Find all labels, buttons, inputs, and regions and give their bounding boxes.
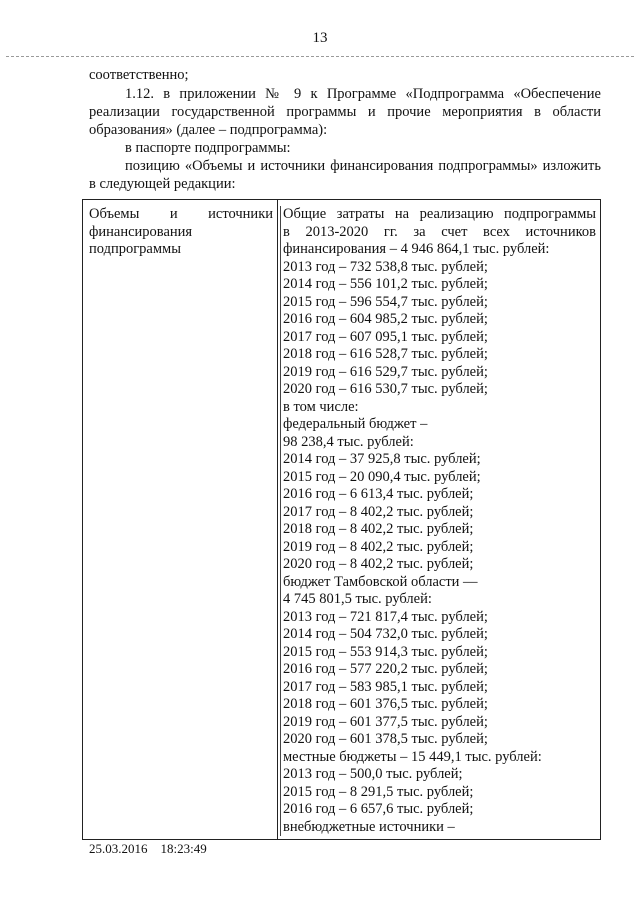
funding-line: 2020 год – 8 402,2 тыс. рублей; (280, 556, 596, 574)
funding-line: бюджет Тамбовской области — (280, 574, 596, 592)
funding-line: 2017 год – 583 985,1 тыс. рублей; (280, 679, 596, 697)
funding-line: 2013 год – 721 817,4 тыс. рублей; (280, 609, 596, 627)
funding-line: федеральный бюджет – (280, 416, 596, 434)
funding-line: внебюджетные источники – (280, 819, 596, 837)
paragraph-2: 1.12. в приложении № 9 к Программе «Подпрограмма «Обеспечение реализации государственной программы и прочие мероприятия в области образования» (далее – подпрограмма): (89, 86, 601, 138)
funding-line: 2015 год – 20 090,4 тыс. рублей; (280, 469, 596, 487)
left-cell-line: финансирования (89, 223, 193, 240)
funding-line: 2015 год – 596 554,7 тыс. рублей; (280, 294, 596, 312)
paragraph-1: соответственно; (89, 67, 189, 83)
funding-line: финансирования – 4 946 864,1 тыс. рублей: (280, 241, 596, 259)
funding-line: 2017 год – 607 095,1 тыс. рублей; (280, 329, 596, 347)
funding-line: 2016 год – 6 657,6 тыс. рублей; (280, 801, 596, 819)
header-divider (6, 56, 634, 57)
page-number: 13 (312, 30, 328, 46)
funding-line: 2013 год – 732 538,8 тыс. рублей; (280, 259, 596, 277)
funding-line: 2017 год – 8 402,2 тыс. рублей; (280, 504, 596, 522)
funding-line: 2020 год – 601 378,5 тыс. рублей; (280, 731, 596, 749)
funding-line: 2020 год – 616 530,7 тыс. рублей; (280, 381, 596, 399)
funding-line: 4 745 801,5 тыс. рублей: (280, 591, 596, 609)
footer-date: 25.03.2016 (89, 841, 148, 856)
table-right-cell (278, 200, 600, 839)
funding-line: 2014 год – 504 732,0 тыс. рублей; (280, 626, 596, 644)
funding-line: 2016 год – 6 613,4 тыс. рублей; (280, 486, 596, 504)
funding-line: местные бюджеты – 15 449,1 тыс. рублей: (280, 749, 596, 767)
footer-timestamp (89, 841, 207, 857)
funding-line: 2015 год – 8 291,5 тыс. рублей; (280, 784, 596, 802)
funding-line: 2019 год – 8 402,2 тыс. рублей; (280, 539, 596, 557)
funding-line: 2014 год – 556 101,2 тыс. рублей; (280, 276, 596, 294)
funding-table (82, 199, 601, 840)
funding-line: 2016 год – 577 220,2 тыс. рублей; (280, 661, 596, 679)
funding-line: 2018 год – 616 528,7 тыс. рублей; (280, 346, 596, 364)
paragraph-4: позицию «Объемы и источники финансирования подпрограммы» изложить в следующей редакции: (89, 158, 601, 192)
funding-line: 2016 год – 604 985,2 тыс. рублей; (280, 311, 596, 329)
left-cell-line: Объемы и источники (89, 206, 273, 222)
funding-line: 2018 год – 8 402,2 тыс. рублей; (280, 521, 596, 539)
table-left-cell (83, 200, 278, 839)
funding-line: в 2013-2020 гг. за счет всех источников (280, 224, 596, 242)
left-cell-line: подпрограммы (89, 241, 181, 257)
funding-line: 2014 год – 37 925,8 тыс. рублей; (280, 451, 596, 469)
funding-line: 2018 год – 601 376,5 тыс. рублей; (280, 696, 596, 714)
funding-line: 2013 год – 500,0 тыс. рублей; (280, 766, 596, 784)
funding-line: Общие затраты на реализацию подпрограммы (280, 206, 596, 224)
funding-line: 2019 год – 601 377,5 тыс. рублей; (280, 714, 596, 732)
funding-line: 98 238,4 тыс. рублей: (280, 434, 596, 452)
funding-line: 2015 год – 553 914,3 тыс. рублей; (280, 644, 596, 662)
footer-time: 18:23:49 (160, 841, 207, 856)
paragraph-3: в паспорте подпрограммы: (125, 140, 291, 156)
funding-line: 2019 год – 616 529,7 тыс. рублей; (280, 364, 596, 382)
funding-line: в том числе: (280, 399, 596, 417)
